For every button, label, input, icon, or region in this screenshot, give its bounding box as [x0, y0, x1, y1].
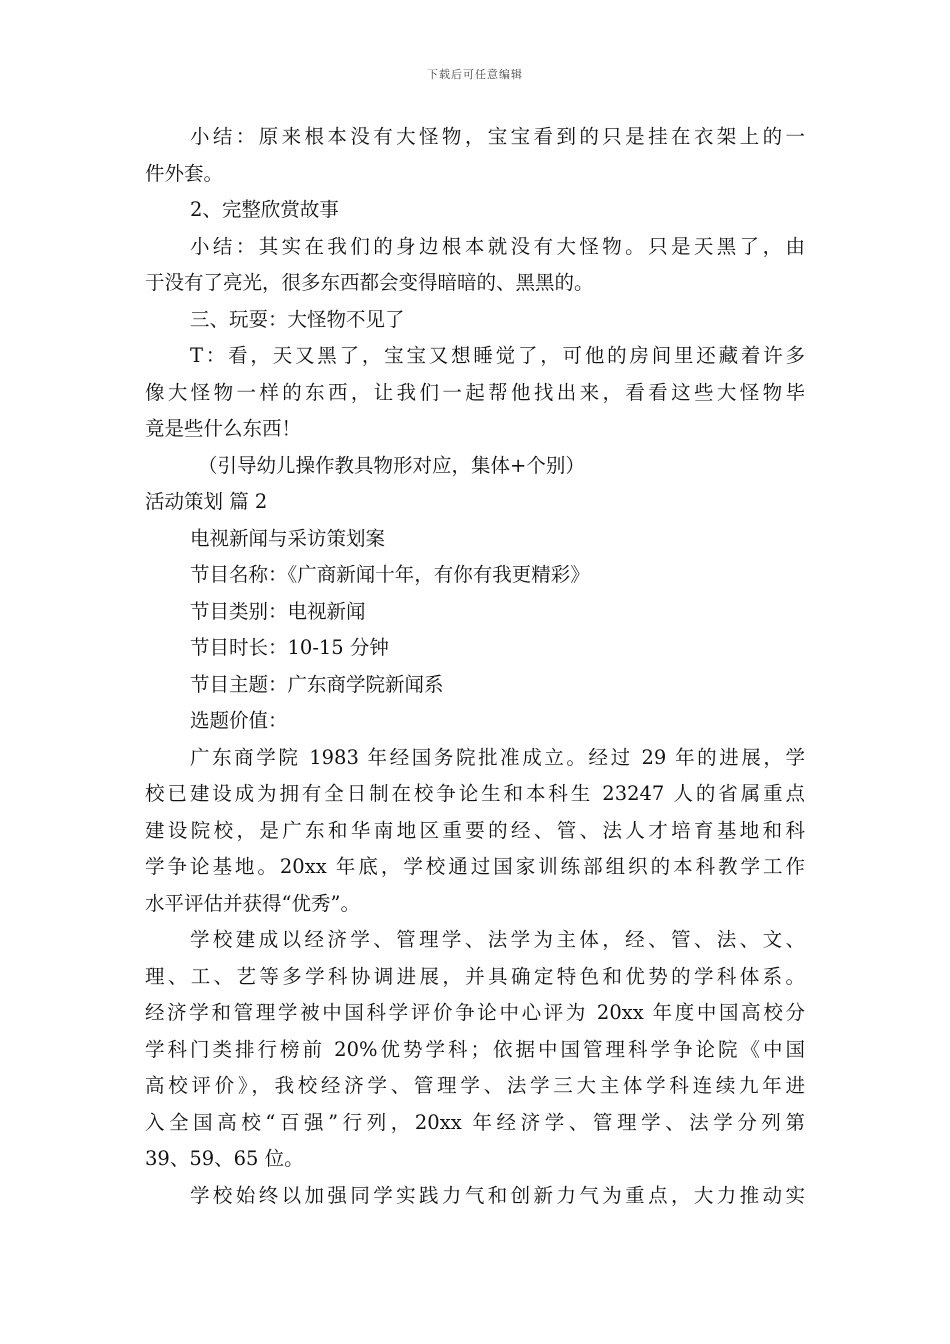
text-line: 广东商学院 1983 年经国务院批准成立。经过 29 年的进展，学: [190, 745, 805, 769]
text-line: 小结：原来根本没有大怪物，宝宝看到的只是挂在衣架上的一: [190, 125, 805, 148]
text-line: 活动策划 篇 2: [145, 490, 268, 513]
text-line: 像大怪物一样的东西，让我们一起帮他找出来，看看这些大怪物毕: [145, 380, 805, 404]
text-line: 三、玩耍：大怪物不见了: [190, 307, 405, 331]
text-line: 入全国高校“百强”行列，20xx 年经济学、管理学、法学分列第: [145, 1110, 805, 1134]
text-line: 2、完整欣赏故事: [190, 198, 339, 221]
text-line: 学校始终以加强同学实践力气和创新力气为重点，大力推动实: [190, 1183, 805, 1207]
text-line: 件外套。: [145, 161, 224, 185]
text-line: 电视新闻与采访策划案: [190, 526, 386, 550]
text-line: 于没有了亮光，很多东西都会变得暗暗的、黑黑的。: [145, 271, 594, 294]
text-line: 理、工、艺等多学科协调进展，并具确定特色和优势的学科体系。: [145, 964, 805, 988]
page-header: 下载后可任意编辑: [427, 68, 523, 81]
text-line: 经济学和管理学被中国科学评价争论中心评为 20xx 年度中国高校分: [145, 1001, 805, 1024]
text-line: 节目时长：10-15 分钟: [190, 636, 389, 659]
text-line: （引导幼儿操作教具物形对应，集体+个别）: [198, 453, 585, 477]
text-line: 学争论基地。20xx 年底，学校通过国家训练部组织的本科教学工作: [145, 855, 805, 878]
text-line: 选题价值：: [190, 709, 288, 732]
text-line: 水平评估并获得“优秀”。: [145, 891, 360, 915]
text-line: 建设院校，是广东和华南地区重要的经、管、法人才培育基地和科: [145, 818, 805, 842]
text-line: 节目主题：广东商学院新闻系: [190, 672, 444, 696]
document-body: [145, 119, 805, 1214]
text-line: 节目名称：《广商新闻十年，有你有我更精彩》: [190, 563, 590, 586]
text-line: T：看，天又黑了，宝宝又想睡觉了，可他的房间里还藏着许多: [190, 344, 805, 367]
text-line: 节目类别：电视新闻: [190, 599, 366, 623]
text-line: 39、59、65 位。: [145, 1147, 304, 1170]
text-line: 竟是些什么东西！: [145, 417, 302, 440]
text-line: 学科门类排行榜前 20%优势学科；依据中国管理科学争论院《中国: [145, 1037, 805, 1061]
text-line: 校已建设成为拥有全日制在校争论生和本科生 23247 人的省属重点: [145, 782, 805, 805]
text-line: 小结：其实在我们的身边根本就没有大怪物。只是天黑了，由: [190, 234, 805, 258]
text-line: 高校评价》，我校经济学、管理学、法学三大主体学科连续九年进: [145, 1074, 805, 1097]
text-line: 学校建成以经济学、管理学、法学为主体，经、管、法、文、: [190, 928, 805, 951]
